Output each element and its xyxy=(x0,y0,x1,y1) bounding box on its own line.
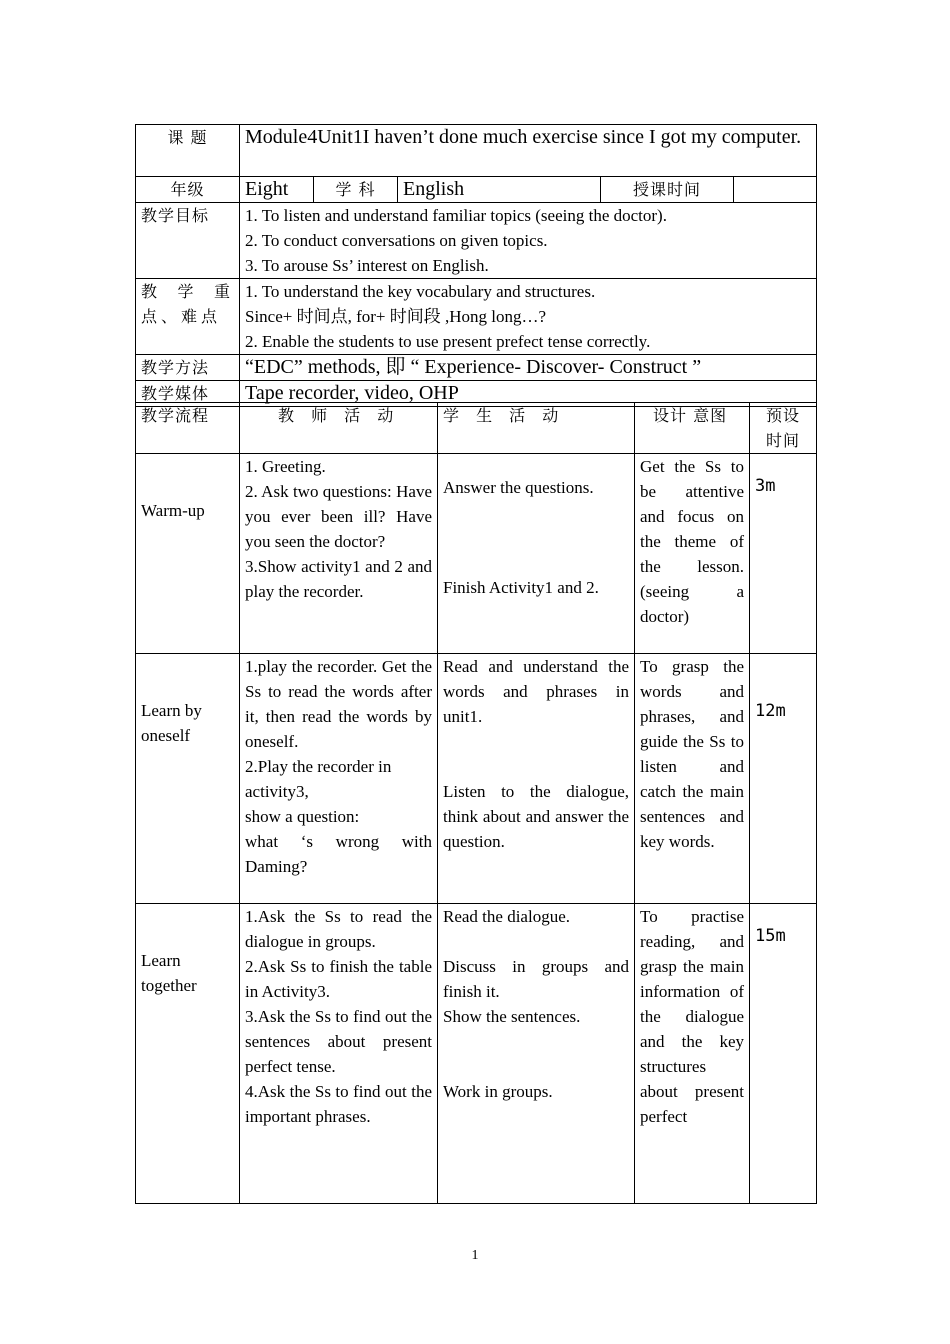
topic-label: 课 题 xyxy=(136,125,240,177)
key-point-item: 1. To understand the key vocabulary and structures. xyxy=(245,282,596,301)
student-step: Work in groups. xyxy=(443,1082,553,1101)
student-step: Read and understand the words and phrases in unit1. xyxy=(443,657,629,726)
col-header-stage: 教学流程 xyxy=(136,403,240,454)
student-step: Discuss in groups and finish it. xyxy=(443,957,629,1001)
goals-label: 教学目标 xyxy=(136,203,240,279)
stage-cell xyxy=(136,654,240,904)
stage-cell xyxy=(136,904,240,1204)
media-value: Tape recorder, video, OHP xyxy=(240,381,817,407)
key-point-item: Since+ 时间点, for+ 时间段 ,Hong long…? xyxy=(245,307,547,326)
student-step: Answer the questions. xyxy=(443,478,594,497)
grade-value: Eight xyxy=(240,177,314,203)
teacher-step: 4.Ask the Ss to find out the important phrases. xyxy=(245,1082,432,1126)
col-header-time: 预设 时间 xyxy=(750,403,817,454)
goals-list xyxy=(240,203,817,279)
media-label: 教学媒体 xyxy=(136,381,240,407)
teacher-step: 1.Ask the Ss to read the dialogue in groups. xyxy=(245,907,432,951)
teacher-step: show a question: xyxy=(245,807,360,826)
teacher-step: 2. Ask two questions: Have you ever been ill? Have you seen the doctor? xyxy=(245,482,432,551)
student-activity-cell xyxy=(438,904,635,1204)
stage-name: Warm-up xyxy=(141,501,205,520)
teacher-step: 3.Ask the Ss to find out the sentences about present perfect tense. xyxy=(245,1007,432,1076)
col-header-student: 学 生 活 动 xyxy=(438,403,635,454)
stage-cell xyxy=(136,454,240,654)
duration-cell: 3m xyxy=(750,454,817,654)
topic-value: Module4Unit1I haven’t done much exercise since I got my computer. xyxy=(240,125,817,177)
teacher-step: 3.Show activity1 and 2 and play the recorder. xyxy=(245,557,432,601)
method-value: “EDC” methods, 即 “ Experience- Discover- Construct ” xyxy=(240,355,817,381)
table-row xyxy=(136,904,817,1204)
duration-cell: 15m xyxy=(750,904,817,1204)
table-row xyxy=(136,654,817,904)
design-intent-cell: Get the Ss to be attentive and focus on the theme of the lesson. (seeing a doctor) xyxy=(635,454,750,654)
col-header-design: 设计 意图 xyxy=(635,403,750,454)
key-points-label: 教 学 重 点、难点 xyxy=(136,279,240,355)
table-row xyxy=(136,454,817,654)
student-activity-cell xyxy=(438,654,635,904)
teacher-step: 1.play the recorder. Get the Ss to read the words after it, then read the words by oneself. xyxy=(245,657,432,751)
stage-name: Learn together xyxy=(141,951,197,995)
teacher-step: 1. Greeting. xyxy=(245,457,326,476)
teacher-step: what ‘s wrong with Daming? xyxy=(245,832,432,876)
subject-value: English xyxy=(398,177,601,203)
lesson-info-table xyxy=(135,124,817,407)
grade-label: 年级 xyxy=(136,177,240,203)
goal-item: 3. To arouse Ss’ interest on English. xyxy=(245,256,489,275)
col-header-teacher: 教 师 活 动 xyxy=(240,403,438,454)
student-step: Read the dialogue. xyxy=(443,907,570,926)
student-step: Show the sentences. xyxy=(443,1007,581,1026)
teacher-activity-cell xyxy=(240,904,438,1204)
goal-item: 1. To listen and understand familiar topics (seeing the doctor). xyxy=(245,206,667,225)
time-value xyxy=(734,177,817,203)
teacher-activity-cell xyxy=(240,654,438,904)
teacher-step: 2.Ask Ss to finish the table in Activity3. xyxy=(245,957,432,1001)
time-label: 授课时间 xyxy=(601,177,734,203)
student-activity-cell xyxy=(438,454,635,654)
process-table xyxy=(135,402,817,1204)
goal-item: 2. To conduct conversations on given topics. xyxy=(245,231,548,250)
key-points-list xyxy=(240,279,817,355)
key-point-item: 2. Enable the students to use present prefect tense correctly. xyxy=(245,332,651,351)
design-intent-cell: To practise reading, and grasp the main information of the dialogue and the key structures about present perfect xyxy=(635,904,750,1204)
method-label: 教学方法 xyxy=(136,355,240,381)
page-number: 1 xyxy=(471,1248,479,1263)
stage-name: Learn by oneself xyxy=(141,701,202,745)
subject-label: 学 科 xyxy=(314,177,398,203)
teacher-activity-cell xyxy=(240,454,438,654)
student-step: Finish Activity1 and 2. xyxy=(443,578,599,597)
student-step: Listen to the dialogue, think about and answer the question. xyxy=(443,782,629,851)
teacher-step: 2.Play the recorder in activity3, xyxy=(245,757,392,801)
design-intent-cell: To grasp the words and phrases, and guide the Ss to listen and catch the main sentences and key words. xyxy=(635,654,750,904)
duration-cell: 12m xyxy=(750,654,817,904)
